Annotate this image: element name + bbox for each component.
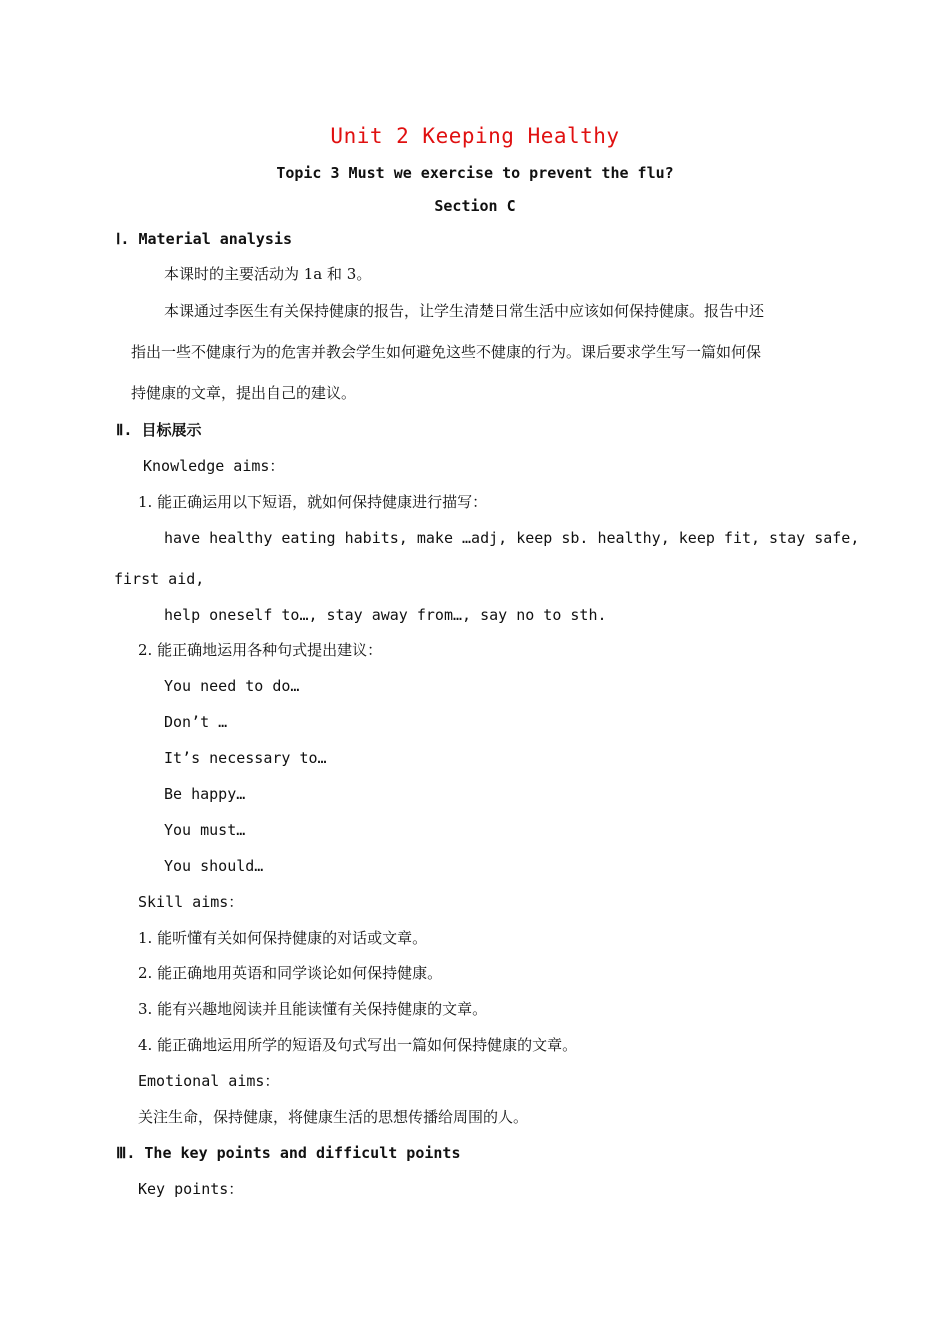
phrases-line-1: have healthy eating habits, make …adj, keep sb. healthy, keep fit, stay safe, (164, 529, 860, 547)
unit-title: Unit 2 Keeping Healthy (330, 124, 620, 148)
skill-aim: 4. 能正确地运用所学的短语及句式写出一篇如何保持健康的文章。 (138, 1036, 578, 1054)
knowledge-aim-1: 1. 能正确运用以下短语，就如何保持健康进行描写： (138, 493, 488, 511)
emotional-aims-text: 关注生命，保持健康，将健康生活的思想传播给周围的人。 (138, 1108, 529, 1126)
knowledge-aim-2: 2. 能正确地运用各种句式提出建议： (138, 641, 383, 659)
skill-aim: 3. 能有兴趣地阅读并且能读懂有关保持健康的文章。 (138, 1000, 488, 1018)
phrases-line-2: first aid, (114, 570, 205, 588)
sentence-pattern: Be happy… (164, 785, 246, 803)
key-points-heading: Ⅲ. The key points and difficult points (116, 1144, 461, 1162)
material-analysis-heading: Ⅰ. Material analysis (116, 230, 293, 248)
skill-aim: 1. 能听懂有关如何保持健康的对话或文章。 (138, 929, 428, 947)
skill-aims-label: Skill aims： (138, 893, 244, 911)
key-points-label: Key points： (138, 1180, 244, 1198)
material-para-1: 本课时的主要活动为 1a 和 3。 (164, 265, 372, 283)
material-para-2-line-1: 本课通过李医生有关保持健康的报告，让学生清楚日常生活中应该如何保持健康。报告中还 (164, 302, 765, 320)
material-para-2-line-2: 指出一些不健康行为的危害并教会学生如何避免这些不健康的行为。课后要求学生写一篇如何保 (131, 343, 762, 361)
skill-aim: 2. 能正确地用英语和同学谈论如何保持健康。 (138, 964, 443, 982)
section-title: Section C (434, 197, 516, 215)
sentence-pattern: It’s necessary to… (164, 749, 327, 767)
material-para-2-line-3: 持健康的文章，提出自己的建议。 (131, 384, 357, 402)
topic-title: Topic 3 Must we exercise to prevent the flu? (276, 164, 674, 182)
emotional-aims-label: Emotional aims： (138, 1072, 280, 1090)
sentence-pattern: Don’t … (164, 713, 228, 731)
knowledge-aims-label: Knowledge aims： (143, 457, 285, 475)
phrases-line-3: help oneself to…, stay away from…, say no to sth. (164, 606, 607, 624)
sentence-pattern: You must… (164, 821, 246, 839)
aims-heading: Ⅱ. 目标展示 (116, 421, 202, 439)
sentence-pattern: You should… (164, 857, 264, 875)
sentence-pattern: You need to do… (164, 677, 300, 695)
